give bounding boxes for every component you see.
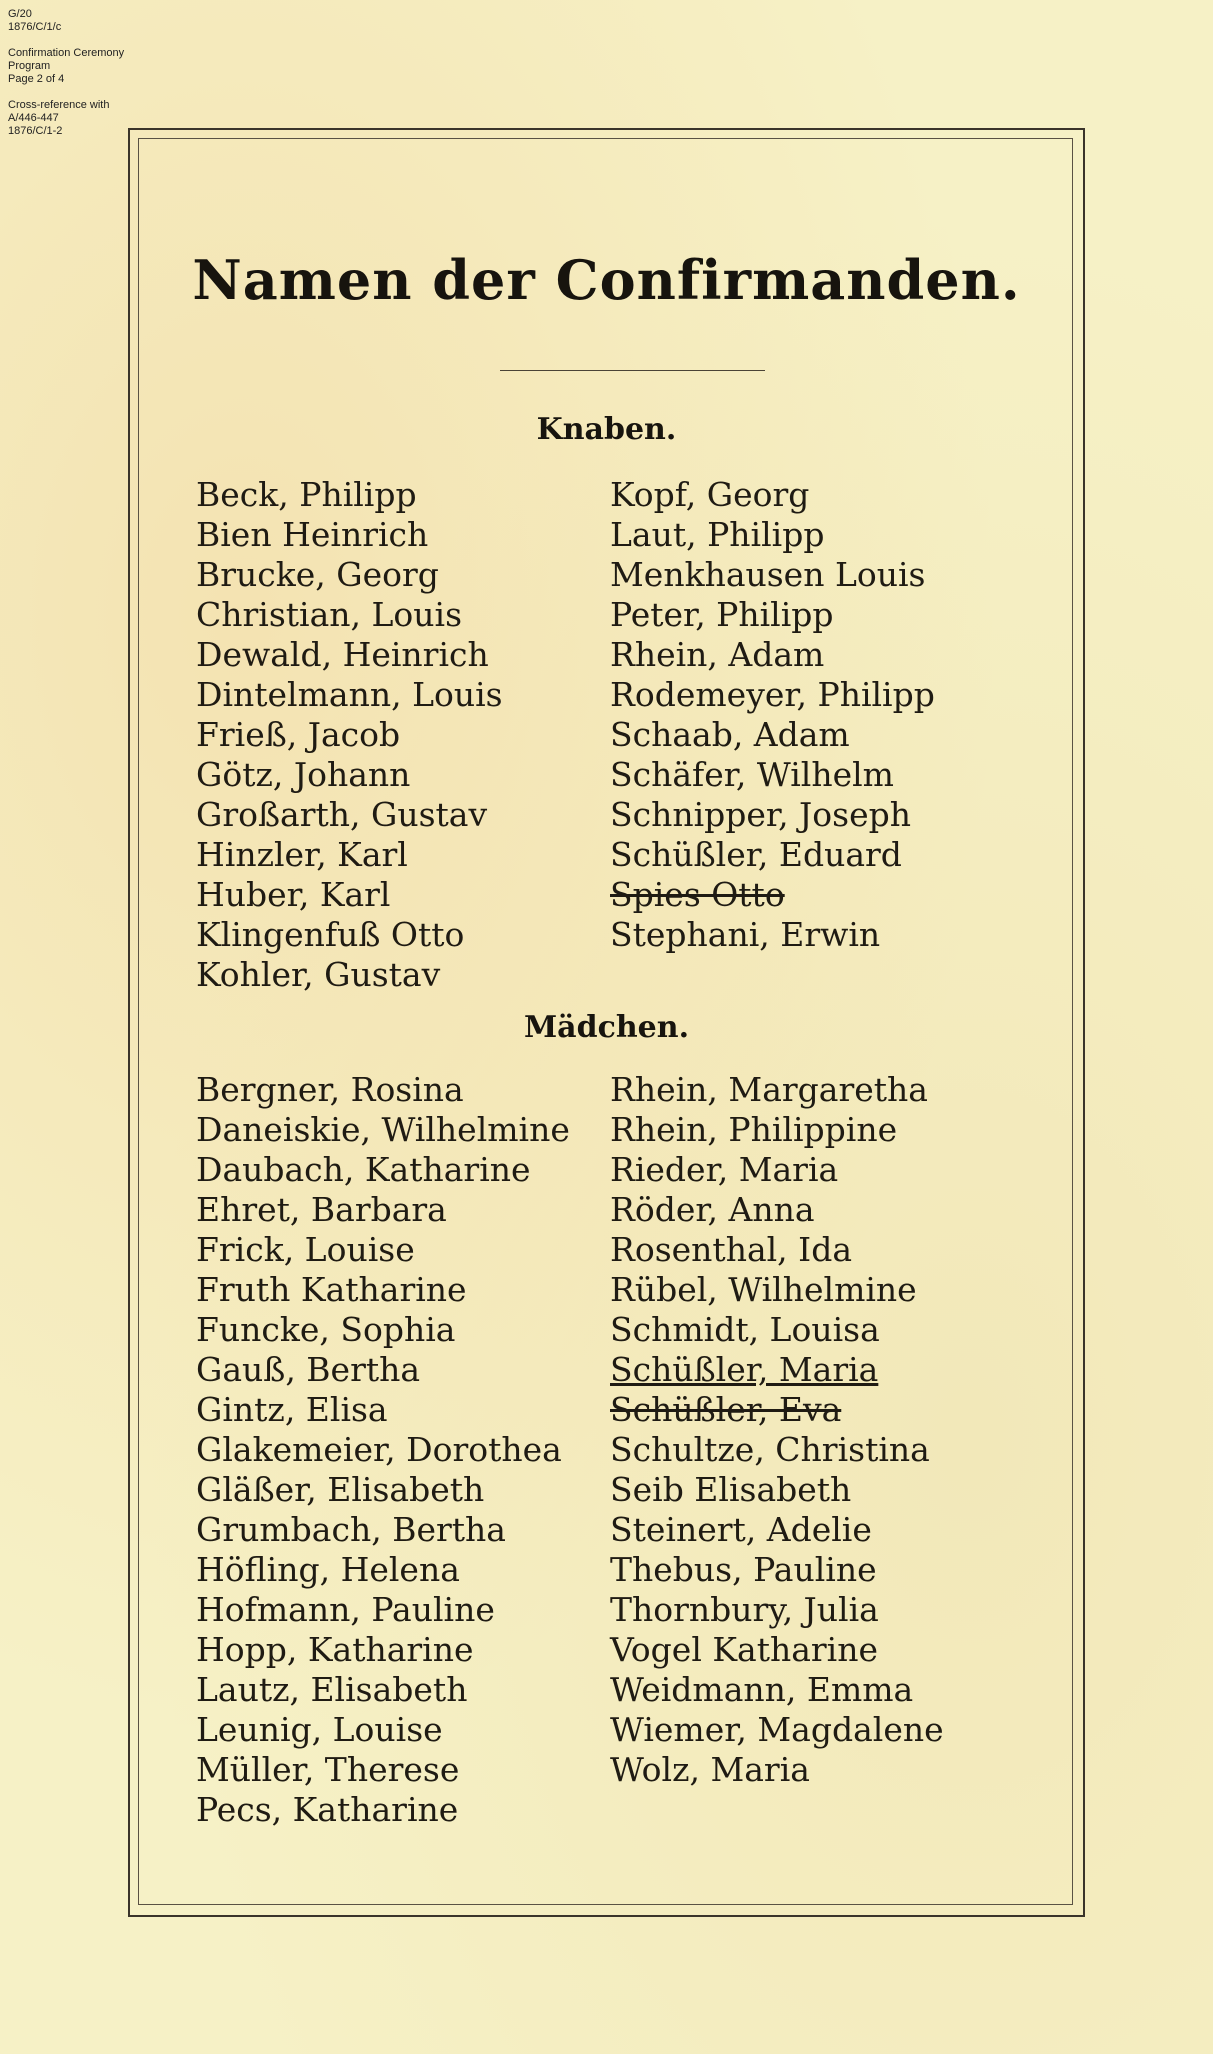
confirmand-name: Schüßler, Eduard <box>610 835 902 874</box>
confirmand-name: Vogel Katharine <box>610 1630 878 1669</box>
annotation-line: 1876/C/1/c <box>8 21 62 33</box>
confirmand-name: Pecs, Katharine <box>196 1790 459 1829</box>
girls-list-left <box>196 1070 570 1830</box>
confirmand-name: Menkhausen Louis <box>610 555 926 594</box>
annotation-line: Cross-reference with <box>8 99 110 111</box>
confirmand-name: Dintelmann, Louis <box>196 675 503 714</box>
confirmand-name: Müller, Therese <box>196 1750 460 1789</box>
confirmand-name: Rhein, Margaretha <box>610 1070 928 1109</box>
confirmand-name: Ehret, Barbara <box>196 1190 447 1229</box>
annotation-line: 1876/C/1-2 <box>8 125 63 137</box>
annotation-line: Page 2 of 4 <box>8 73 65 85</box>
confirmand-name: Hofmann, Pauline <box>196 1590 495 1629</box>
boys-list-left <box>196 475 503 995</box>
confirmand-name: Grumbach, Bertha <box>196 1510 506 1549</box>
confirmand-name: Fruth Katharine <box>196 1270 467 1309</box>
confirmand-name: Götz, Johann <box>196 755 411 794</box>
confirmand-name: Rhein, Adam <box>610 635 825 674</box>
confirmand-name: Steinert, Adelie <box>610 1510 872 1549</box>
confirmand-name: Dewald, Heinrich <box>196 635 489 674</box>
confirmand-name: Schaab, Adam <box>610 715 850 754</box>
archive-annotation <box>8 8 124 138</box>
confirmand-name: Spies Otto <box>610 875 785 914</box>
girls-list-right <box>610 1070 944 1790</box>
annotation-line: Program <box>8 60 51 72</box>
boys-heading: Knaben. <box>536 412 677 447</box>
confirmand-name: Lautz, Elisabeth <box>196 1670 468 1709</box>
confirmand-name: Schüßler, Maria <box>610 1350 879 1389</box>
annotation-line: G/20 <box>8 8 32 20</box>
confirmand-name: Glakemeier, Dorothea <box>196 1430 562 1469</box>
confirmand-name: Gauß, Bertha <box>196 1350 421 1389</box>
confirmand-name: Rübel, Wilhelmine <box>610 1270 917 1309</box>
confirmand-name: Wiemer, Magdalene <box>610 1710 944 1749</box>
confirmand-name: Großarth, Gustav <box>196 795 488 834</box>
confirmand-name: Hinzler, Karl <box>196 835 408 874</box>
confirmand-name: Rodemeyer, Philipp <box>610 675 935 714</box>
confirmand-name: Höfling, Helena <box>196 1550 460 1589</box>
confirmand-name: Beck, Philipp <box>196 475 417 514</box>
annotation-line: A/446-447 <box>8 112 59 124</box>
confirmand-name: Frieß, Jacob <box>196 715 401 754</box>
confirmand-name: Rhein, Philippine <box>610 1110 898 1149</box>
confirmand-name: Brucke, Georg <box>196 555 439 594</box>
confirmand-name: Rieder, Maria <box>610 1150 839 1189</box>
annotation-spacer <box>8 34 124 47</box>
confirmand-name: Seib Elisabeth <box>610 1470 852 1509</box>
confirmand-name: Wolz, Maria <box>610 1750 810 1789</box>
confirmand-name: Schultze, Christina <box>610 1430 930 1469</box>
confirmand-name: Daneiskie, Wilhelmine <box>196 1110 570 1149</box>
annotation-line: Confirmation Ceremony <box>8 47 125 59</box>
boys-list-right <box>610 475 935 955</box>
confirmand-name: Kohler, Gustav <box>196 955 441 994</box>
confirmand-name: Frick, Louise <box>196 1230 415 1269</box>
confirmand-name: Thebus, Pauline <box>610 1550 877 1589</box>
confirmand-name: Funcke, Sophia <box>196 1310 456 1349</box>
confirmand-name: Leunig, Louise <box>196 1710 443 1749</box>
confirmand-name: Gläßer, Elisabeth <box>196 1470 485 1509</box>
confirmand-name: Schüßler, Eva <box>610 1390 842 1429</box>
confirmand-name: Christian, Louis <box>196 595 463 634</box>
confirmand-name: Hopp, Katharine <box>196 1630 474 1669</box>
confirmand-name: Stephani, Erwin <box>610 915 881 954</box>
confirmand-name: Huber, Karl <box>196 875 391 914</box>
title-divider <box>500 370 765 371</box>
page-title: Namen der Confirmanden. <box>192 248 1021 312</box>
confirmand-name: Laut, Philipp <box>610 515 825 554</box>
confirmand-name: Bergner, Rosina <box>196 1070 464 1109</box>
confirmand-name: Schnipper, Joseph <box>610 795 911 834</box>
confirmand-name: Klingenfuß Otto <box>196 915 465 954</box>
confirmand-name: Thornbury, Julia <box>610 1590 879 1629</box>
confirmand-name: Schmidt, Louisa <box>610 1310 880 1349</box>
confirmand-name: Kopf, Georg <box>610 475 810 514</box>
confirmand-name: Schäfer, Wilhelm <box>610 755 894 794</box>
confirmand-name: Gintz, Elisa <box>196 1390 388 1429</box>
confirmand-name: Weidmann, Emma <box>610 1670 914 1709</box>
annotation-spacer <box>8 86 124 99</box>
girls-heading: Mädchen. <box>523 1010 690 1045</box>
confirmand-name: Peter, Philipp <box>610 595 834 634</box>
confirmand-name: Bien Heinrich <box>196 515 429 554</box>
confirmand-name: Daubach, Katharine <box>196 1150 531 1189</box>
confirmand-name: Röder, Anna <box>610 1190 815 1229</box>
confirmand-name: Rosenthal, Ida <box>610 1230 852 1269</box>
